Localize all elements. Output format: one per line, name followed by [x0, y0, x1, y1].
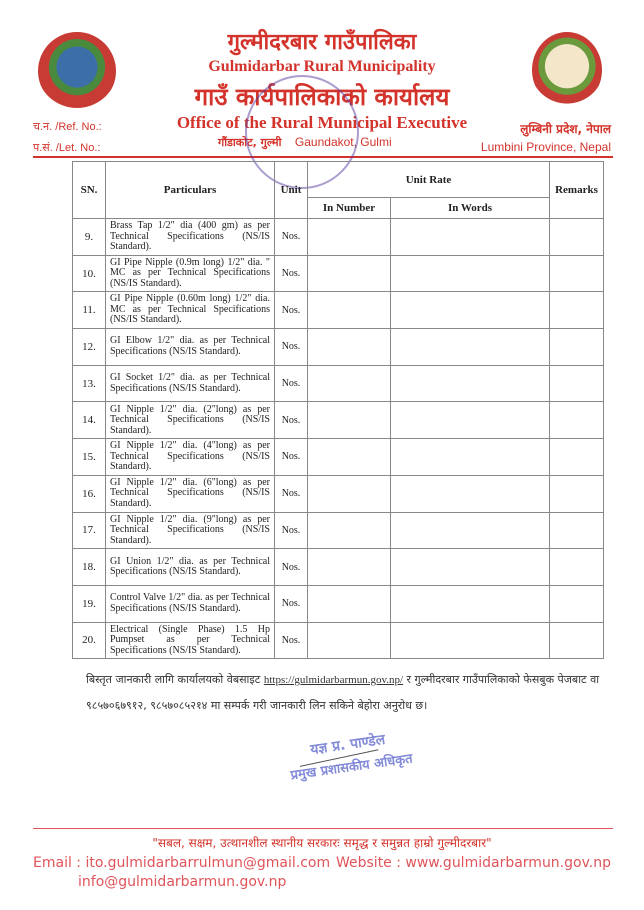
ref-no-label: च.न. /Ref. No.: [33, 121, 102, 133]
row-sn: 10. [73, 255, 106, 292]
table-row [73, 219, 604, 256]
table-row [73, 255, 604, 292]
row-in-words [391, 255, 550, 292]
row-sn: 15. [73, 439, 106, 476]
row-in-words [391, 475, 550, 512]
notice-pre: बिस्तृत जानकारी लागि कार्यालयको वेबसाइट [86, 673, 264, 686]
header-unit: Unit [275, 162, 308, 219]
footer-email-2: info@gulmidarbarmun.gov.np [78, 874, 287, 890]
row-in-words [391, 292, 550, 329]
row-unit: Nos. [275, 329, 308, 366]
row-unit: Nos. [275, 219, 308, 256]
office-name-en: Office of the Rural Municipal Executive [176, 113, 468, 132]
row-in-words [391, 365, 550, 402]
row-remarks [550, 219, 604, 256]
row-sn: 17. [73, 512, 106, 549]
row-sn: 9. [73, 219, 106, 256]
row-unit: Nos. [275, 585, 308, 622]
row-in-number [308, 219, 391, 256]
row-remarks [550, 439, 604, 476]
row-remarks [550, 402, 604, 439]
header-in-words: In Words [391, 198, 550, 219]
row-in-number [308, 439, 391, 476]
row-unit: Nos. [275, 255, 308, 292]
row-particulars: GI Pipe Nipple (0.9m long) 1/2" dia. " MC as per Technical Specifications (NS/IS Standard). [106, 255, 275, 292]
row-sn: 13. [73, 365, 106, 402]
header-particulars: Particulars [106, 162, 275, 219]
row-particulars: Electrical (Single Phase) 1.5 Hp Pumpset as per Technical Specifications (NS/IS Standard). [106, 622, 275, 659]
footer-website: Website : www.gulmidarbarmun.gov.np [335, 855, 611, 871]
table-row [73, 475, 604, 512]
footer-slogan: "सबल, सक्षम, उत्थानशील स्थानीय सरकारः समृद्ध र समुन्नत हाम्रो गुल्मीदरबार" [152, 836, 492, 850]
row-in-number [308, 329, 391, 366]
row-in-number [308, 475, 391, 512]
row-unit: Nos. [275, 622, 308, 659]
row-sn: 12. [73, 329, 106, 366]
row-sn: 11. [73, 292, 106, 329]
row-in-number [308, 585, 391, 622]
row-unit: Nos. [275, 439, 308, 476]
footer-email: Email : ito.gulmidarbarrulmun@gmail.com [33, 855, 331, 871]
row-in-words [391, 329, 550, 366]
row-particulars: Brass Tap 1/2" dia (400 gm) as per Technical Specifications (NS/IS Standard). [106, 219, 275, 256]
table-row [73, 329, 604, 366]
row-particulars: Control Valve 1/2" dia. as per Technical Specifications (NS/IS Standard). [106, 585, 275, 622]
address-en: Gaundakot, Gulmi [294, 135, 392, 149]
row-in-number [308, 402, 391, 439]
row-in-number [308, 292, 391, 329]
signature-title-stamp: प्रमुख प्रशासकीय अधिकृत [289, 751, 414, 784]
municipality-name-en: Gulmidarbar Rural Municipality [208, 58, 436, 75]
website-link[interactable]: https://gulmidarbarmun.gov.np/ [263, 674, 404, 686]
row-in-number [308, 512, 391, 549]
row-sn: 20. [73, 622, 106, 659]
row-remarks [550, 255, 604, 292]
province-en: Lumbini Province, Nepal [480, 140, 611, 154]
row-particulars: GI Nipple 1/2" dia. (6"long) as per Technical Specifications (NS/IS Standard). [106, 475, 275, 512]
row-in-number [308, 365, 391, 402]
table-row [73, 585, 604, 622]
footer-divider [33, 828, 613, 829]
row-in-words [391, 585, 550, 622]
row-in-number [308, 622, 391, 659]
row-in-words [391, 622, 550, 659]
row-remarks [550, 292, 604, 329]
row-particulars: GI Nipple 1/2" dia. (4"long) as per Technical Specifications (NS/IS Standard). [106, 439, 275, 476]
table-row [73, 402, 604, 439]
header-remarks: Remarks [550, 162, 604, 219]
row-in-number [308, 549, 391, 586]
notice-text [86, 667, 606, 719]
row-remarks [550, 549, 604, 586]
table-row [73, 512, 604, 549]
header-unit-rate: Unit Rate [308, 162, 550, 198]
row-remarks [550, 622, 604, 659]
table-row [73, 365, 604, 402]
table-row [73, 549, 604, 586]
row-unit: Nos. [275, 475, 308, 512]
let-no-label: प.सं. /Let. No.: [33, 142, 101, 154]
table-row [73, 622, 604, 659]
row-particulars: GI Elbow 1/2" dia. as per Technical Specifications (NS/IS Standard). [106, 329, 275, 366]
row-sn: 14. [73, 402, 106, 439]
row-remarks [550, 512, 604, 549]
signature-name-stamp: यज्ञ प्र. पाण्डेल [309, 731, 387, 759]
row-unit: Nos. [275, 292, 308, 329]
row-remarks [550, 329, 604, 366]
row-unit: Nos. [275, 512, 308, 549]
table-row [73, 292, 604, 329]
row-remarks [550, 475, 604, 512]
row-remarks [550, 365, 604, 402]
row-unit: Nos. [275, 549, 308, 586]
header-in-number: In Number [308, 198, 391, 219]
header-sn: SN. [73, 162, 106, 219]
municipality-name-np: गुल्मीदरबार गाउँपालिका [227, 30, 417, 55]
row-in-words [391, 549, 550, 586]
row-in-words [391, 402, 550, 439]
province-np: लुम्बिनी प्रदेश, नेपाल [520, 122, 611, 136]
row-sn: 18. [73, 549, 106, 586]
row-unit: Nos. [275, 402, 308, 439]
row-in-number [308, 255, 391, 292]
row-sn: 16. [73, 475, 106, 512]
row-sn: 19. [73, 585, 106, 622]
row-unit: Nos. [275, 365, 308, 402]
table-row [73, 439, 604, 476]
row-particulars: GI Union 1/2" dia. as per Technical Specifications (NS/IS Standard). [106, 549, 275, 586]
row-remarks [550, 585, 604, 622]
row-particulars: GI Socket 1/2" dia. as per Technical Specifications (NS/IS Standard). [106, 365, 275, 402]
row-in-words [391, 219, 550, 256]
row-in-words [391, 512, 550, 549]
rate-table [72, 161, 604, 659]
notice-post: र गुल्मीदरबार गाउँपालिकाको फेसबुक पेजबाट वा ९८५७०६७९१२, ९८५७०८५२१४ मा सम्पर्क गरी जानकारी लिन सकिने बेहोरा अनुरोध छ। [86, 673, 600, 712]
row-particulars: GI Pipe Nipple (0.60m long) 1/2" dia. MC as per Technical Specifications (NS/IS Standard). [106, 292, 275, 329]
address-np: गौंडाकोट, गुल्मी [218, 136, 282, 149]
row-particulars: GI Nipple 1/2" dia. (2"long) as per Technical Specifications (NS/IS Standard). [106, 402, 275, 439]
office-name-np: गाउँ कार्यपालिकाको कार्यालय [194, 83, 450, 111]
row-particulars: GI Nipple 1/2" dia. (9"long) as per Technical Specifications (NS/IS Standard). [106, 512, 275, 549]
row-in-words [391, 439, 550, 476]
